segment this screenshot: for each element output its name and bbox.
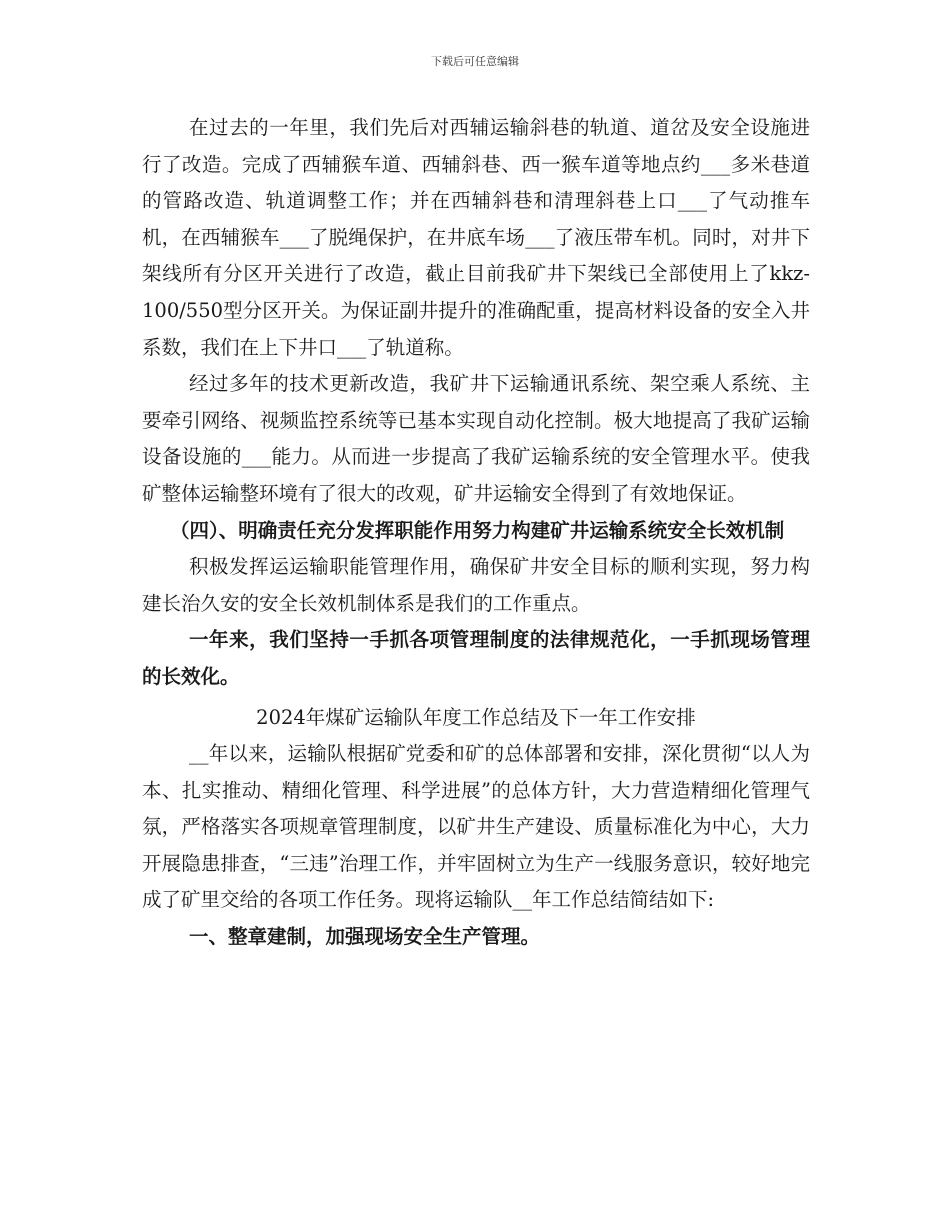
page-header-note: 下载后可任意编辑 [431,55,519,68]
paragraph-intro: __年以来，运输队根据矿党委和矿的总体部署和安排，深化贯彻“以人为本、扎实推动、精细化管理、科学进展”的总体方针，大力营造精细化管理气氛，严格落实各项规章管理制度，以矿井生产建设、质量标准化为中心，大力开展隐患排查，“三违”治理工作，并牢固树立为生产一线服务意识，较好地完成了矿里交给的各项工作任务。现将运输队__年工作总结简结如下: [142,742,810,912]
paragraph-rail-renovation: 在过去的一年里，我们先后对西辅运输斜巷的轨道、道岔及安全设施进行了改造。完成了西辅猴车道、西辅斜巷、西一猴车道等地点约___多米巷道的管路改造、轨道调整工作；并在西辅斜巷和清理斜巷上口___了气动推车机，在西辅猴车___了脱绳保护，在井底车场___了液压带车机。同时，对井下架线所有分区开关进行了改造，截止目前我矿井下架线已全部使用上了kkz-100/550型分区开关。为保证副井提升的准确配重，提高材料设备的安全入井系数，我们在上下井口___了轨道称。 [142,116,810,359]
paragraph-tech-upgrade: 经过多年的技术更新改造，我矿井下运输通讯系统、架空乘人系统、主要牵引网络、视频监控系统等已基本实现自动化控制。极大地提高了我矿运输设备设施的___能力。从而进一步提高了我矿运输系统的安全管理水平。使我矿整体运输整环境有了很大的改观，矿井运输安全得到了有效地保证。 [142,372,810,505]
document-body [142,110,810,956]
paragraph-management-role: 积极发挥运运输职能管理作用，确保矿井安全目标的顺利实现，努力构建长治久安的安全长效机制体系是我们的工作重点。 [142,555,810,615]
section-heading-one: 一、整章建制，加强现场安全生产管理。 [189,925,541,949]
section-heading-four: （四）、明确责任充分发挥职能作用努力构建矿井运输系统安全长效机制 [170,518,785,542]
paragraph-bold-summary: 一年来，我们坚持一手抓各项管理制度的法律规范化，一手抓现场管理的长效化。 [142,628,810,688]
document-title: 2024年煤矿运输队年度工作总结及下一年工作安排 [256,705,696,729]
